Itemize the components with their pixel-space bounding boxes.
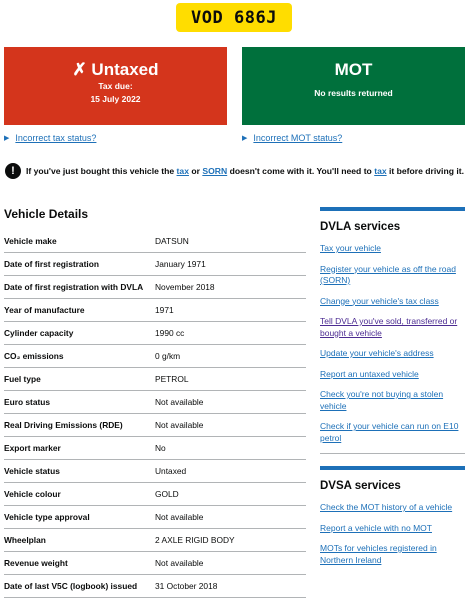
dvla-service-link[interactable]: Change your vehicle's tax class (320, 295, 439, 306)
dvsa-services-panel (320, 466, 465, 575)
details-label: Vehicle colour (4, 489, 61, 499)
details-row (4, 253, 306, 276)
details-label: CO₂ emissions (4, 351, 64, 361)
dvla-service-link[interactable]: Check if your vehicle can run on E10 petrol (320, 421, 459, 443)
details-row (4, 276, 306, 299)
tax-due-label: Tax due: (98, 81, 133, 91)
dvla-service-link[interactable]: Report an untaxed vehicle (320, 368, 419, 379)
details-row (4, 391, 306, 414)
details-label: Fuel type (4, 374, 41, 384)
details-label: Wheelplan (4, 535, 46, 545)
details-value: 0 g/km (155, 351, 181, 361)
details-value: DATSUN (155, 236, 189, 246)
details-value: 1990 cc (155, 328, 185, 338)
details-row (4, 552, 306, 575)
vehicle-details-table (4, 230, 306, 598)
dvla-services-panel (320, 207, 465, 454)
details-value: PETROL (155, 374, 189, 384)
details-value: 31 October 2018 (155, 581, 218, 591)
dvsa-service-link[interactable]: Report a vehicle with no MOT (320, 522, 432, 533)
details-row (4, 460, 306, 483)
details-row (4, 575, 306, 598)
details-label: Date of first registration (4, 259, 99, 269)
details-label: Real Driving Emissions (RDE) (4, 420, 123, 430)
tax-status-panel (4, 47, 227, 125)
details-label: Year of manufacture (4, 305, 85, 315)
details-row (4, 345, 306, 368)
dvla-service-link[interactable]: Tax your vehicle (320, 243, 381, 253)
details-value: Not available (155, 420, 204, 430)
details-label: Date of first registration with DVLA (4, 282, 144, 292)
warning-text: If you've just bought this vehicle the tax or SORN doesn't come with it. You'll need to tax it before driving it. (26, 166, 464, 176)
incorrect-tax-status-link[interactable] (4, 133, 96, 143)
details-value: January 1971 (155, 259, 206, 269)
dvsa-links-list (320, 502, 465, 566)
warning-message (5, 163, 465, 179)
dvla-links-list (320, 243, 465, 454)
details-value: GOLD (155, 489, 179, 499)
dvla-service-link[interactable]: Register your vehicle as off the road (SORN) (320, 263, 456, 285)
details-value: November 2018 (155, 282, 215, 292)
details-label: Revenue weight (4, 558, 68, 568)
triangle-right-icon: ▶ (4, 135, 10, 142)
details-row (4, 368, 306, 391)
mot-status-title: MOT (334, 60, 373, 79)
mot-status-text: No results returned (314, 88, 393, 98)
plate-container (0, 3, 468, 32)
dvla-service-link[interactable]: Tell DVLA you've sold, transferred or bought a vehicle (320, 316, 458, 338)
details-label: Cylinder capacity (4, 328, 74, 338)
dvla-service-link[interactable]: Update your vehicle's address (320, 348, 434, 358)
tax-link[interactable]: tax (176, 166, 189, 176)
vehicle-details-heading: Vehicle Details (4, 207, 89, 221)
details-label: Export marker (4, 443, 61, 453)
details-value: 2 AXLE RIGID BODY (155, 535, 235, 545)
incorrect-mot-status-text: Incorrect MOT status? (253, 133, 343, 143)
details-row (4, 529, 306, 552)
mot-status-panel (242, 47, 465, 125)
details-row (4, 414, 306, 437)
dvsa-service-link[interactable]: Check the MOT history of a vehicle (320, 502, 453, 512)
tax-due-date: 15 July 2022 (90, 94, 141, 104)
details-value: Untaxed (155, 466, 187, 476)
details-value: Not available (155, 397, 204, 407)
details-row (4, 483, 306, 506)
details-row (4, 322, 306, 345)
details-label: Vehicle type approval (4, 512, 90, 522)
dvla-services-heading: DVLA services (320, 221, 401, 233)
details-label: Vehicle status (4, 466, 60, 476)
details-row (4, 506, 306, 529)
details-label: Vehicle make (4, 236, 57, 246)
details-row (4, 230, 306, 253)
details-value: Not available (155, 558, 204, 568)
incorrect-tax-status-text: Incorrect tax status? (15, 133, 97, 143)
dvsa-service-link[interactable]: MOTs for vehicles registered in Northern Ireland (320, 543, 437, 565)
details-row (4, 437, 306, 460)
warning-icon: ! (5, 163, 21, 179)
tax-link-2[interactable]: tax (374, 166, 387, 176)
number-plate: VOD 686J (176, 3, 292, 32)
sorn-link[interactable]: SORN (202, 166, 228, 176)
details-value: 1971 (155, 305, 174, 315)
tax-status-title: ✗ Untaxed (72, 60, 159, 79)
details-label: Euro status (4, 397, 51, 407)
triangle-right-icon: ▶ (242, 135, 248, 142)
dvsa-services-heading: DVSA services (320, 480, 401, 492)
details-row (4, 299, 306, 322)
incorrect-mot-status-link[interactable] (242, 133, 342, 143)
details-value: Not available (155, 512, 204, 522)
details-value: No (155, 443, 166, 453)
details-label: Date of last V5C (logbook) issued (4, 581, 138, 591)
dvla-service-link[interactable]: Check you're not buying a stolen vehicle (320, 389, 444, 411)
